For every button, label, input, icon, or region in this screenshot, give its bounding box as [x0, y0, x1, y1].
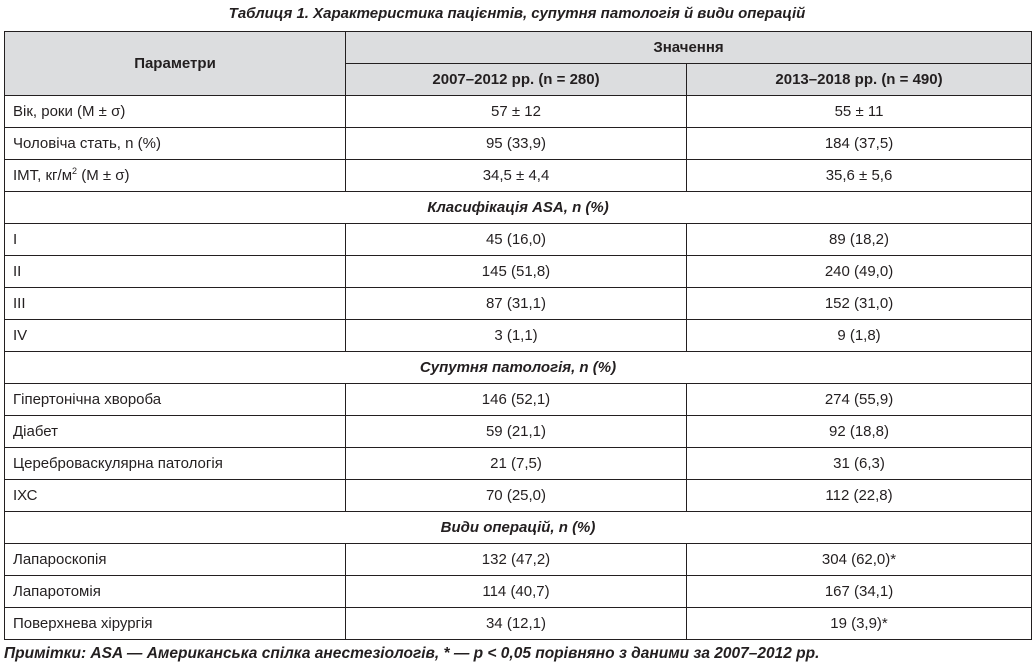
value-period-1: 70 (25,0): [346, 480, 687, 512]
header-values: Значення: [346, 32, 1032, 64]
row-label: І: [5, 224, 346, 256]
row-label: Поверхнева хірургія: [5, 608, 346, 640]
bmi-label-text: ІМТ, кг/м: [13, 167, 73, 184]
value-period-2: 9 (1,8): [687, 320, 1032, 352]
value-period-2: 274 (55,9): [687, 384, 1032, 416]
table-row: [5, 160, 1032, 192]
section-title-comorbidity: Супутня патологія, n (%): [5, 352, 1032, 384]
value-period-2: 35,6 ± 5,6: [687, 160, 1032, 192]
value-period-2: 92 (18,8): [687, 416, 1032, 448]
row-label: Лапароскопія: [5, 544, 346, 576]
table-row: [5, 544, 1032, 576]
row-label: Гіпертонічна хвороба: [5, 384, 346, 416]
row-label: Лапаротомія: [5, 576, 346, 608]
value-period-1: 114 (40,7): [346, 576, 687, 608]
bmi-label-suffix: (М ± σ): [77, 167, 130, 184]
value-period-2: 31 (6,3): [687, 448, 1032, 480]
row-label: Чоловіча стать, n (%): [5, 128, 346, 160]
value-period-1: 34,5 ± 4,4: [346, 160, 687, 192]
value-period-1: 3 (1,1): [346, 320, 687, 352]
section-row-operations: [5, 512, 1032, 544]
table-row: [5, 608, 1032, 640]
row-label: Вік, роки (М ± σ): [5, 96, 346, 128]
table-row: [5, 288, 1032, 320]
row-label: ІХС: [5, 480, 346, 512]
table-row: [5, 416, 1032, 448]
value-period-2: 19 (3,9)*: [687, 608, 1032, 640]
patient-characteristics-table: [4, 31, 1032, 640]
table-row: [5, 384, 1032, 416]
value-period-1: 87 (31,1): [346, 288, 687, 320]
table-row: [5, 576, 1032, 608]
row-label: Цереброваскулярна патологія: [5, 448, 346, 480]
table-row: [5, 448, 1032, 480]
table-row: [5, 480, 1032, 512]
value-period-1: 21 (7,5): [346, 448, 687, 480]
header-period-1: 2007–2012 рр. (n = 280): [346, 64, 687, 96]
section-row-asa: [5, 192, 1032, 224]
value-period-2: 89 (18,2): [687, 224, 1032, 256]
value-period-2: 55 ± 11: [687, 96, 1032, 128]
table-caption: Таблиця 1. Характеристика пацієнтів, супутня патологія й види операцій: [228, 5, 806, 22]
value-period-2: 112 (22,8): [687, 480, 1032, 512]
section-title-asa: Класифікація ASA, n (%): [5, 192, 1032, 224]
table-row: [5, 128, 1032, 160]
value-period-1: 132 (47,2): [346, 544, 687, 576]
table-row: [5, 96, 1032, 128]
value-period-2: 240 (49,0): [687, 256, 1032, 288]
section-row-comorbidity: [5, 352, 1032, 384]
value-period-1: 145 (51,8): [346, 256, 687, 288]
section-title-operations: Види операцій, n (%): [5, 512, 1032, 544]
row-label: Діабет: [5, 416, 346, 448]
value-period-1: 95 (33,9): [346, 128, 687, 160]
value-period-1: 34 (12,1): [346, 608, 687, 640]
value-period-1: 57 ± 12: [346, 96, 687, 128]
table-row: [5, 256, 1032, 288]
value-period-1: 45 (16,0): [346, 224, 687, 256]
header-parameters: Параметри: [5, 32, 346, 96]
value-period-2: 184 (37,5): [687, 128, 1032, 160]
bmi-label-superscript: 2: [72, 166, 78, 176]
value-period-1: 59 (21,1): [346, 416, 687, 448]
row-label-bmi: [5, 160, 346, 192]
header-period-2: 2013–2018 рр. (n = 490): [687, 64, 1032, 96]
value-period-2: 167 (34,1): [687, 576, 1032, 608]
table-row: [5, 320, 1032, 352]
row-label: ІІ: [5, 256, 346, 288]
value-period-2: 152 (31,0): [687, 288, 1032, 320]
table-row: [5, 224, 1032, 256]
row-label: ІV: [5, 320, 346, 352]
table-footnote: Примітки: ASA — Американська спілка анестезіологів, * — р < 0,05 порівняно з даними за 2007–2012 рр.: [4, 645, 820, 662]
value-period-1: 146 (52,1): [346, 384, 687, 416]
value-period-2: 304 (62,0)*: [687, 544, 1032, 576]
row-label: ІІІ: [5, 288, 346, 320]
